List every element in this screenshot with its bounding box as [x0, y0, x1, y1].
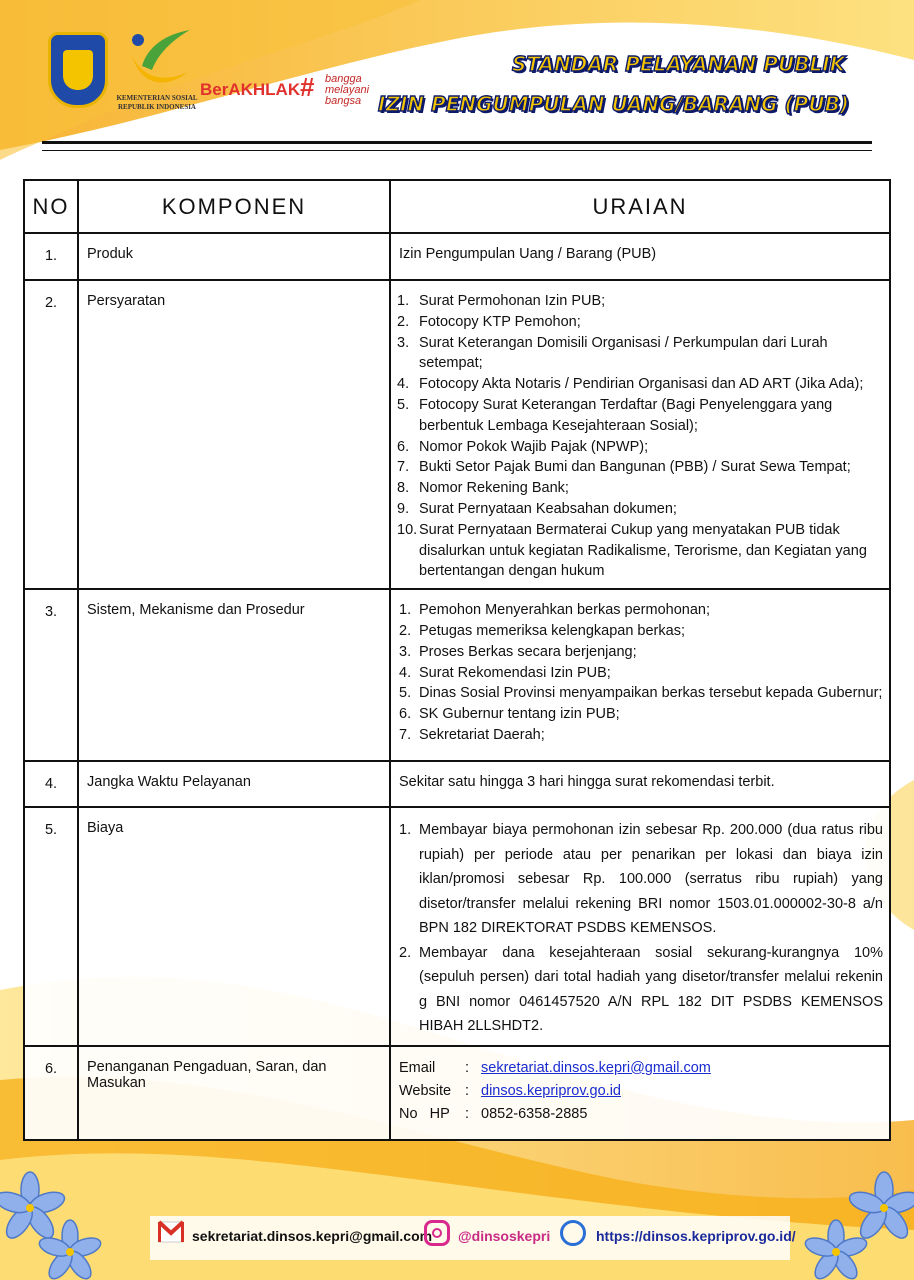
globe-icon: [560, 1220, 586, 1246]
flower-decoration-left-icon: [0, 1170, 120, 1280]
page-subtitle: IZIN PENGUMPULAN UANG/BARANG (PUB): [378, 92, 849, 116]
list-item-number: 5.: [397, 396, 410, 413]
list-item: [399, 941, 883, 1039]
list-item-text: Fotocopy Akta Notaris / Pendirian Organisasi dan AD ART (Jika Ada);: [419, 376, 864, 393]
list-item-text: Fotocopy Surat Keterangan Terdaftar (Bagi Penyelenggara yang berbentuk Lembaga Kesejahteraan Sosial);: [419, 396, 833, 434]
list-item-text: Surat Permohonan Izin PUB;: [419, 293, 606, 309]
list-item-text: Membayar biaya permohonan izin sebesar Rp. 200.000 (dua ratus ribu rupiah) per periode atau per penarikan per lokasi dan biaya izin iklan/promosi sebesar Rp. 100.000 (serratus ribu rupiah) yang disetor/transfer melalui rekening BRI nomor 1503.01.000002-30-8 a/n BPN 182 DIREKTORAT PSDBS KEMENSOS.: [419, 822, 883, 937]
table-row: [24, 807, 890, 1046]
column-header-komponen: KOMPONEN: [78, 180, 390, 233]
list-item-number: 7.: [399, 726, 412, 743]
list-item: [397, 457, 883, 478]
list-item: [399, 704, 883, 725]
kemensos-label: KEMENTERIAN SOSIAL REPUBLIK INDONESIA: [116, 94, 198, 111]
list-item-number: 2.: [399, 944, 412, 961]
table-row: [24, 589, 890, 761]
list-item-number: 1.: [399, 822, 412, 839]
list-item: [397, 333, 883, 375]
list-item-text: Nomor Pokok Wajib Pajak (NPWP);: [419, 438, 649, 455]
list-item-text: Surat Keterangan Domisili Organisasi / Perkumpulan dari Lurah setempat;: [419, 334, 828, 372]
flower-decoration-right-icon: [800, 1170, 914, 1280]
row-number: 3.: [24, 589, 78, 761]
list-item-number: 6.: [397, 438, 410, 455]
service-standard-table: [23, 179, 891, 1141]
table-row: [24, 1046, 890, 1140]
row-uraian: Izin Pengumpulan Uang / Barang (PUB): [390, 233, 890, 280]
list-item-text: Fotocopy KTP Pemohon;: [419, 313, 581, 330]
column-header-no: NO: [24, 180, 78, 233]
berakhlak-logo: BerAKHLAK: [200, 80, 301, 99]
table-row: [24, 280, 890, 589]
list-item: [399, 818, 883, 941]
row-uraian: [390, 589, 890, 761]
email-link[interactable]: sekretariat.dinsos.kepri@gmail.com: [481, 1059, 711, 1076]
row-komponen: Persyaratan: [78, 280, 390, 589]
table-row: [24, 233, 890, 280]
list-item: [399, 600, 883, 621]
list-item-number: 9.: [397, 500, 410, 517]
row-komponen: Biaya: [78, 807, 390, 1046]
kemensos-logo-icon: [118, 26, 198, 88]
list-item-text: SK Gubernur tentang izin PUB;: [419, 706, 620, 723]
footer-email[interactable]: sekretariat.dinsos.kepri@gmail.com: [192, 1228, 433, 1244]
list-item-text: Petugas memeriksa kelengkapan berkas;: [419, 622, 685, 639]
list-item-text: Surat Pernyataan Bermaterai Cukup yang menyatakan PUB tidak disalurkan untuk kegiatan Radikalisme, Terorisme, dan Kegiatan yang bertentangan dengan hukum: [419, 521, 867, 580]
list-item-number: 4.: [397, 376, 410, 393]
list-item-number: 3.: [399, 643, 412, 660]
list-item: [397, 520, 883, 582]
list-item-number: 10.: [397, 521, 418, 538]
row-number: 2.: [24, 280, 78, 589]
list-item: [397, 437, 883, 458]
row-uraian: [390, 1046, 890, 1140]
list-item: [399, 725, 883, 746]
list-item-number: 7.: [397, 459, 410, 476]
website-link[interactable]: dinsos.kepriprov.go.id: [481, 1082, 621, 1099]
list-item-text: Surat Pernyataan Keabsahan dokumen;: [419, 500, 677, 517]
list-item: [397, 312, 883, 333]
row-komponen: Jangka Waktu Pelayanan: [78, 761, 390, 807]
list-item-text: Bukti Setor Pajak Bumi dan Bangunan (PBB) / Surat Sewa Tempat;: [419, 459, 851, 476]
footer-website[interactable]: https://dinsos.kepriprov.go.id/: [596, 1228, 796, 1244]
list-item: [399, 683, 883, 704]
row-uraian: Sekitar satu hingga 3 hari hingga surat rekomendasi terbit.: [390, 761, 890, 807]
contact-phone: No HP : 0852-6358-2885: [399, 1103, 883, 1126]
list-item-number: 2.: [397, 313, 410, 330]
row-komponen: Produk: [78, 233, 390, 280]
list-item-number: 5.: [399, 685, 412, 702]
header-divider: [42, 141, 872, 144]
list-item: [399, 621, 883, 642]
list-item: [397, 478, 883, 499]
contact-email: Email : sekretariat.dinsos.kepri@gmail.com: [399, 1057, 883, 1080]
list-item-text: Pemohon Menyerahkan berkas permohonan;: [419, 602, 710, 619]
list-item: [397, 395, 883, 437]
procedure-list: [399, 600, 883, 746]
provincial-emblem-icon: [48, 32, 108, 108]
gmail-icon: [158, 1218, 184, 1254]
footer: [0, 1200, 914, 1280]
list-item-number: 6.: [399, 706, 412, 723]
row-komponen: Sistem, Mekanisme dan Prosedur: [78, 589, 390, 761]
list-item: [399, 663, 883, 684]
fee-list: [399, 818, 883, 1039]
list-item: [399, 642, 883, 663]
row-uraian: [390, 280, 890, 589]
row-komponen: Penanganan Pengaduan, Saran, dan Masukan: [78, 1046, 390, 1140]
list-item: [397, 374, 883, 395]
list-item-number: 8.: [397, 480, 410, 497]
list-item: [397, 291, 883, 312]
list-item-number: 3.: [397, 334, 410, 351]
column-header-uraian: URAIAN: [390, 180, 890, 233]
list-item-number: 2.: [399, 622, 412, 639]
header: [0, 0, 914, 160]
list-item: [397, 499, 883, 520]
list-item-text: Surat Rekomendasi Izin PUB;: [419, 664, 611, 681]
table-row: [24, 761, 890, 807]
footer-instagram[interactable]: @dinsoskepri: [458, 1228, 551, 1244]
table-header-row: [24, 180, 890, 233]
list-item-text: Sekretariat Daerah;: [419, 726, 545, 743]
contact-website: Website : dinsos.kepriprov.go.id: [399, 1080, 883, 1103]
list-item-text: Membayar dana kesejahteraan sosial sekurang-kurangnya 10% (sepuluh persen) dari total hadiah yang disetor/transfer melalui rekenin g BNI nomor 0461457520 A/N RPL 182 DIT PSDBS KEMENSOS HIBAH 2LLSHDT2.: [419, 944, 883, 1035]
list-item-text: Nomor Rekening Bank;: [419, 480, 569, 497]
row-number: 6.: [24, 1046, 78, 1140]
page-title: STANDAR PELAYANAN PUBLIK: [512, 52, 846, 76]
row-uraian: [390, 807, 890, 1046]
phone-number: 0852-6358-2885: [481, 1105, 588, 1122]
hashtag-icon: #: [300, 72, 315, 102]
list-item-number: 1.: [397, 293, 410, 309]
row-number: 1.: [24, 233, 78, 280]
row-number: 4.: [24, 761, 78, 807]
list-item-text: Proses Berkas secara berjenjang;: [419, 643, 637, 660]
header-divider-thin: [42, 150, 872, 151]
instagram-icon: [424, 1220, 450, 1246]
list-item-number: 4.: [399, 664, 412, 681]
requirements-list: [399, 291, 883, 582]
row-number: 5.: [24, 807, 78, 1046]
list-item-text: Dinas Sosial Provinsi menyampaikan berkas tersebut kepada Gubernur;: [419, 685, 883, 702]
bangga-melayani-bangsa-logo: bangga melayani bangsa: [325, 73, 370, 107]
list-item-number: 1.: [399, 602, 412, 619]
